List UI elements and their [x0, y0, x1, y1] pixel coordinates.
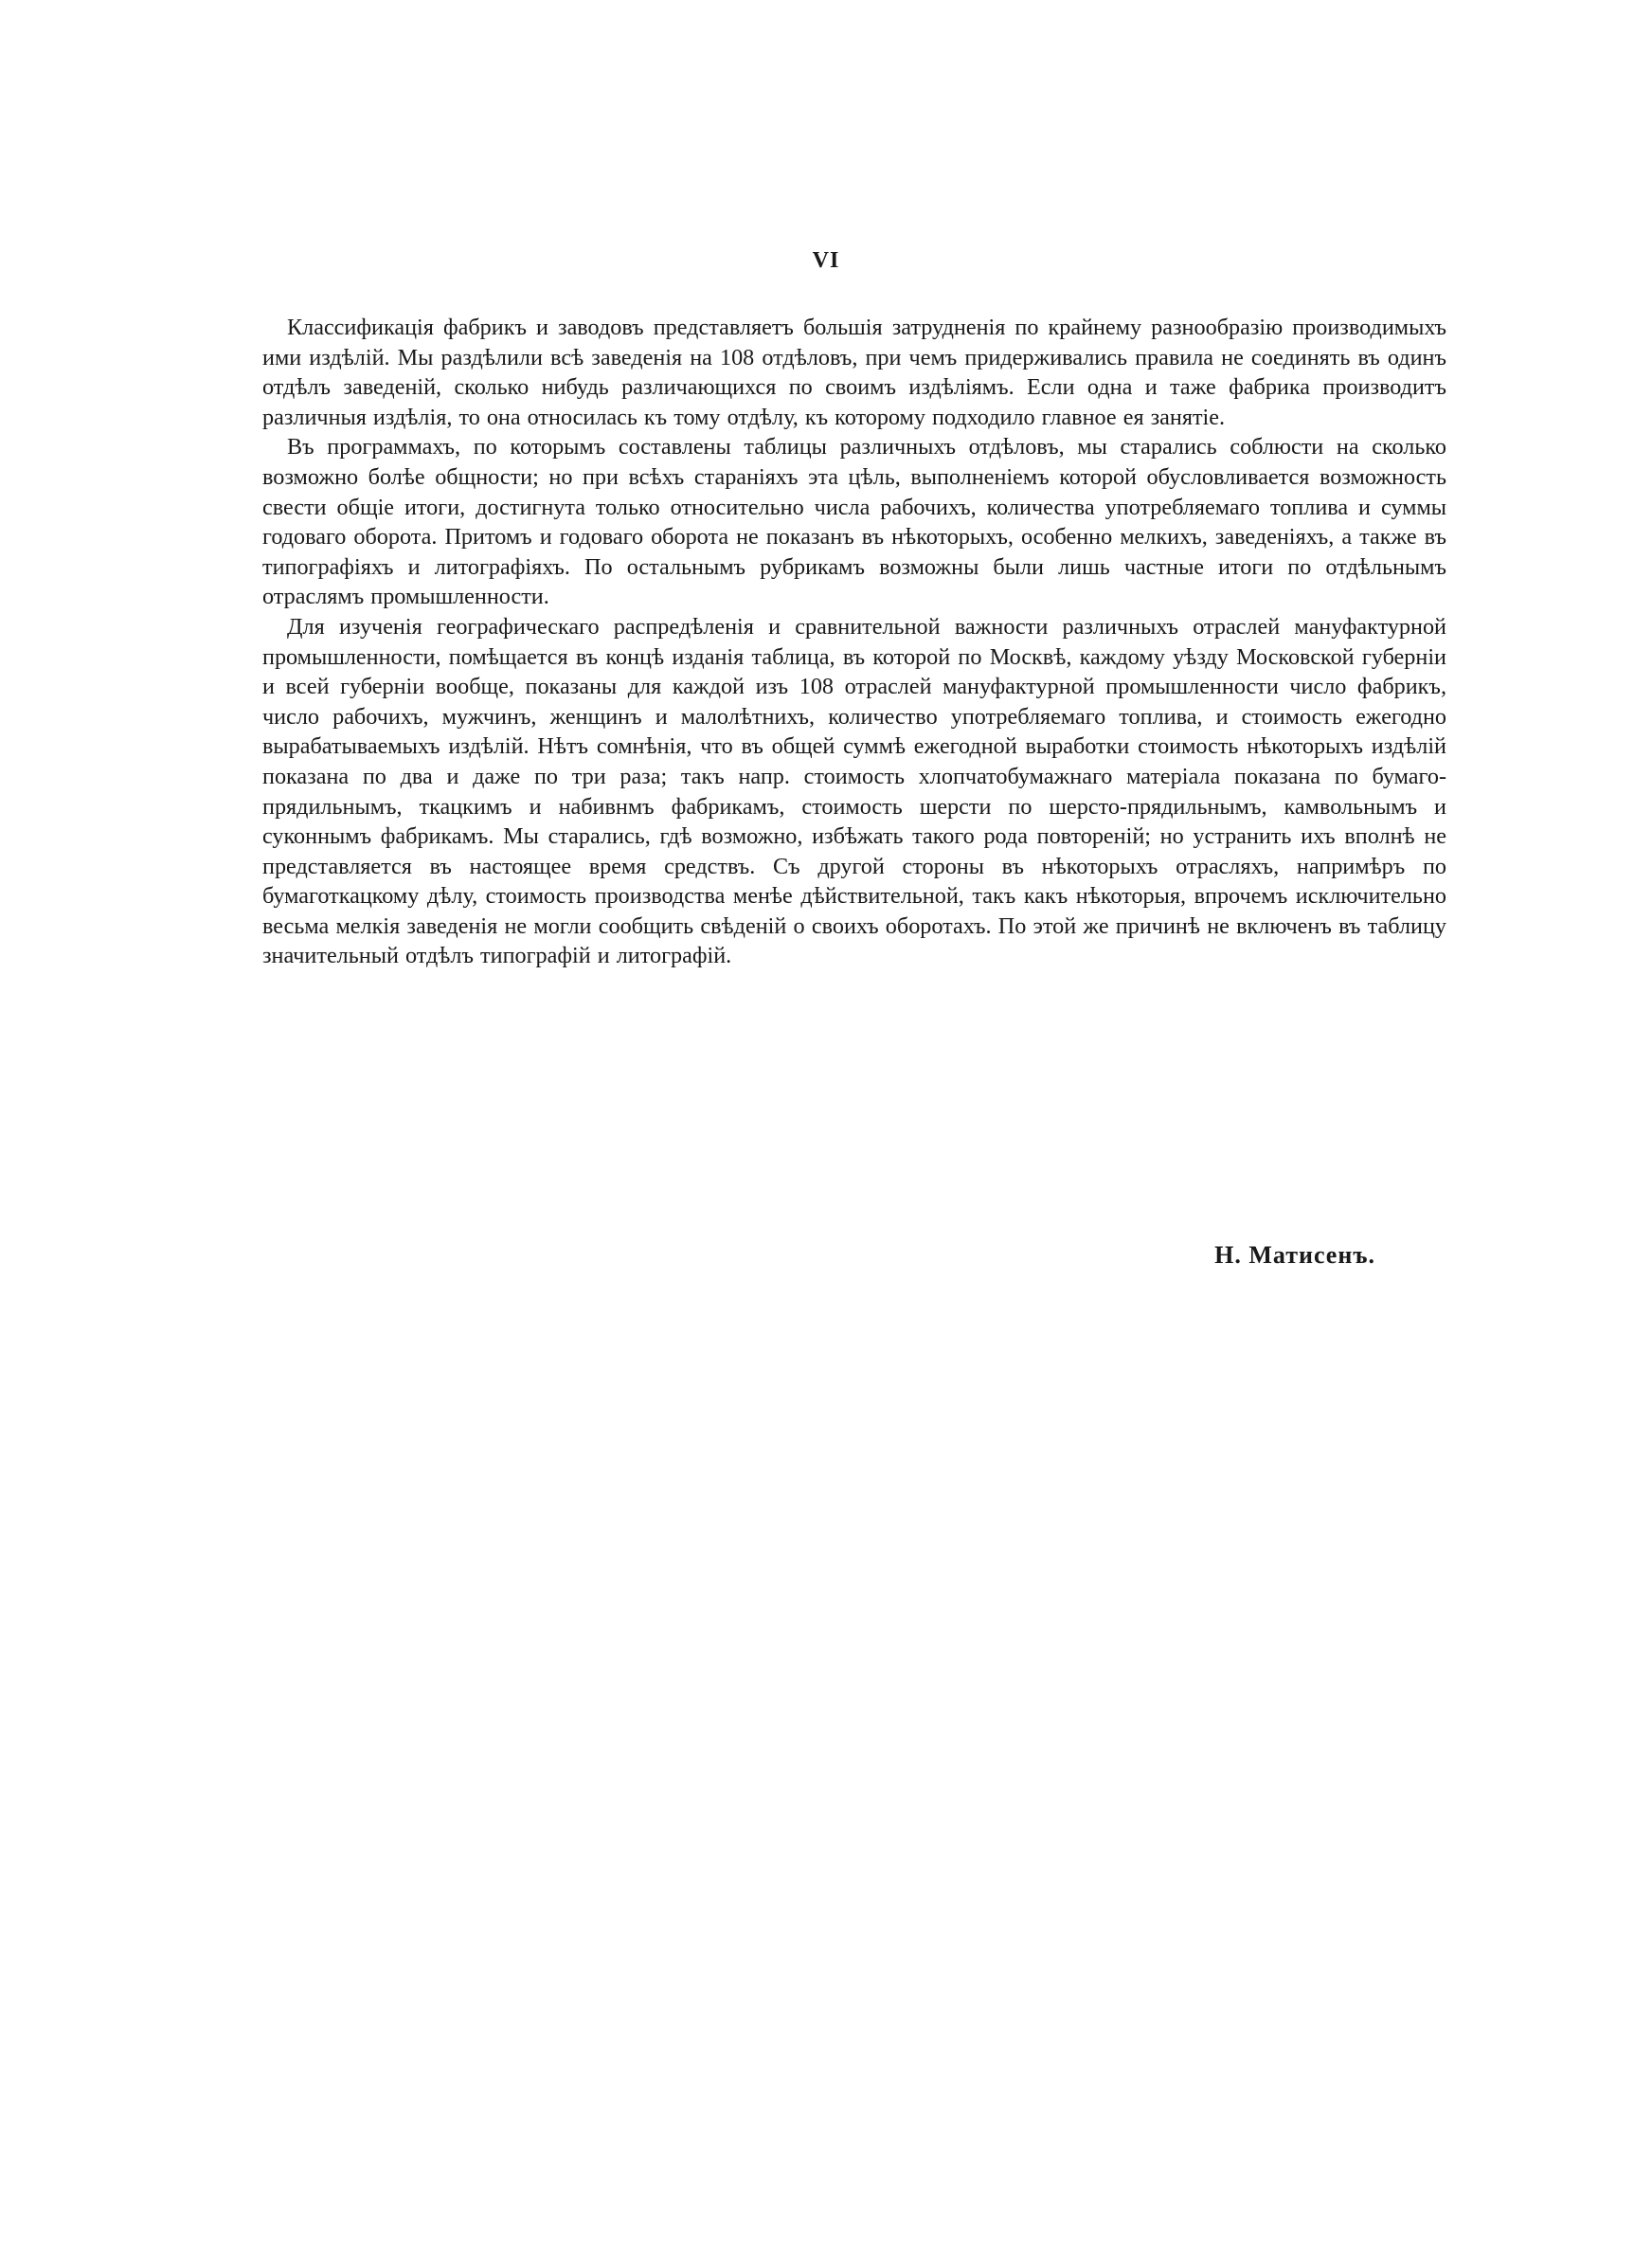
author-signature: Н. Матисенъ.: [1214, 1241, 1375, 1269]
paragraph-classification: Классификація фабрикъ и заводовъ представляетъ большія затрудненія по крайнему разнообразію производимыхъ ими издѣлій. Мы раздѣлили всѣ заведенія на 108 отдѣловъ, при чемъ придерживались правила не соединять въ одинъ отдѣлъ заведеній, сколько нибудь различающихся по своимъ издѣліямъ. Если одна и таже фабрика производитъ различныя издѣлія, то она относилась къ тому отдѣлу, къ которому подходило главное ея занятіе.: [262, 315, 1446, 430]
paragraph-geography: Для изученія географическаго распредѣленія и сравнительной важности различныхъ отраслей мануфактурной промышленности, помѣщается въ концѣ изданія таблица, въ которой по Москвѣ, каждому уѣзду Московской губерніи и всей губерніи вообще, показаны для каждой изъ 108 отраслей мануфактурной промышленности число фабрикъ, число рабочихъ, мужчинъ, женщинъ и малолѣтнихъ, количество употребляемаго топлива, и стоимость ежегодно вырабатываемыхъ издѣлій. Нѣтъ сомнѣнія, что въ общей суммѣ ежегодной выработки стоимость нѣкоторыхъ издѣлій показана по два и даже по три раза; такъ напр. стоимость хлопчатобумажнаго матеріала показана по бумаго-прядильнымъ, ткацкимъ и набивнмъ фабрикамъ, стоимость шерсти по шерсто-прядильнымъ, камвольнымъ и суконнымъ фабрикамъ. Мы старались, гдѣ возможно, избѣжать такого рода повтореній; но устранить ихъ вполнѣ не представляется въ настоящее время средствъ. Съ другой стороны въ нѣкоторыхъ отрасляхъ, напримѣръ по бумаготкацкому дѣлу, стоимость производства менѣе дѣйствительной, такъ какъ нѣкоторыя, впрочемъ исключительно весьма мелкія заведенія не могли сообщить свѣденій о своихъ оборотахъ. По этой же причинѣ не включенъ въ таблицу значительный отдѣлъ типографій и литографій.: [262, 613, 1446, 969]
body-text: [262, 313, 1446, 971]
page-number: VI: [812, 248, 840, 273]
paragraph-programs: Въ программахъ, по которымъ составлены таблицы различныхъ отдѣловъ, мы старались соблюсти на сколько возможно болѣе общности; но при всѣхъ стараніяхъ эта цѣль, выполненіемъ которой обусловливается возможность свести общіе итоги, достигнута только относительно числа рабочихъ, количества употребляемаго топлива и суммы годоваго оборота. Притомъ и годоваго оборота не показанъ въ нѣкоторыхъ, особенно мелкихъ, заведеніяхъ, а также въ типографіяхъ и литографіяхъ. По остальнымъ рубрикамъ возможны были лишь частные итоги по отдѣльнымъ отраслямъ промышленности.: [262, 434, 1446, 610]
